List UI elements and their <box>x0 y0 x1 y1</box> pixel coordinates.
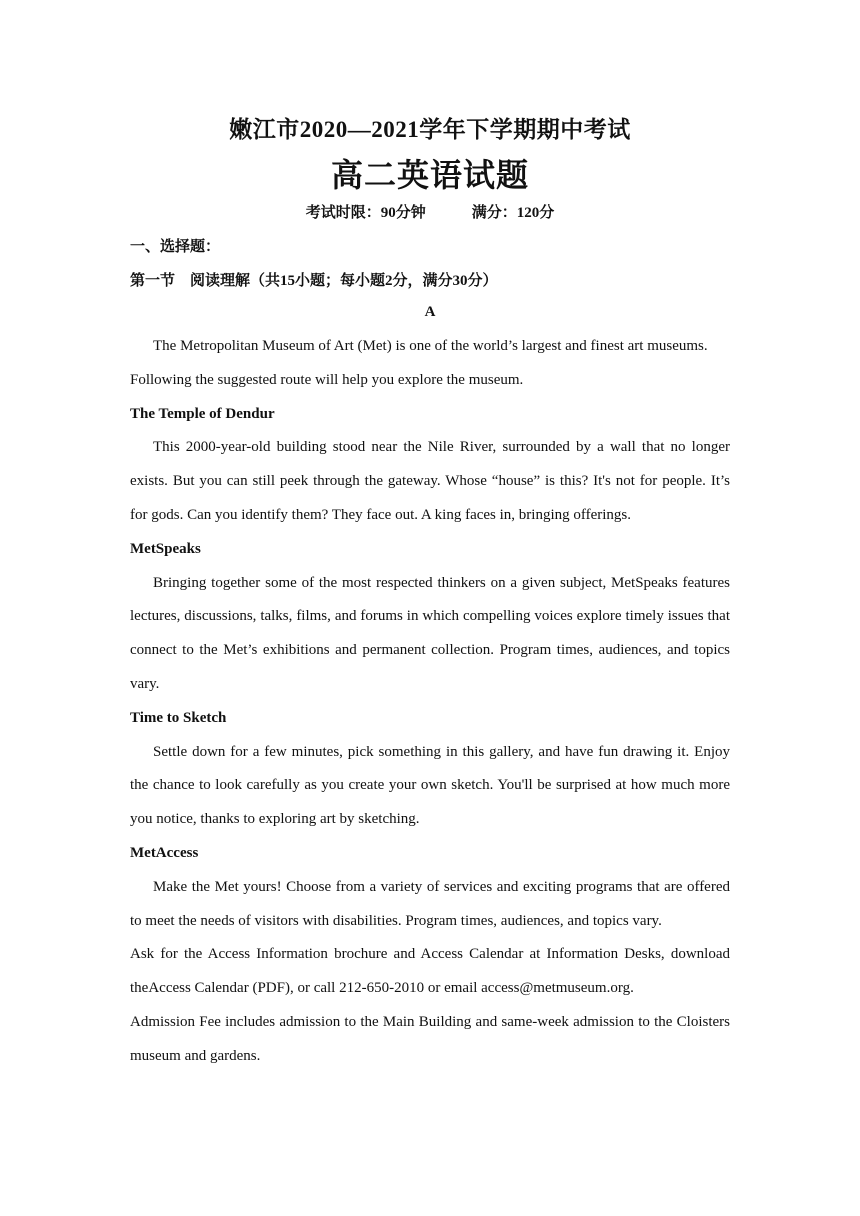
metaccess-heading: MetAccess <box>130 844 199 861</box>
exam-title: 嫩江市2020—2021学年下学期期中考试 <box>229 117 631 142</box>
time-limit: 考试时限：90分钟 <box>305 205 426 221</box>
metspeaks-paragraph: Bringing together some of the most respected thinkers on a given subject, MetSpeaks features lectures, discussions, talks, films, and forums in which compelling voices explore timely issues that connect to the Met’s exhibitions and permanent collection. Program times, audiences, and topics vary. <box>130 574 730 692</box>
exam-subtitle: 高二英语试题 <box>330 157 529 193</box>
exam-info <box>0 201 860 222</box>
passage-letter: A <box>424 304 436 320</box>
sketch-paragraph: Settle down for a few minutes, pick something in this gallery, and have fun drawing it. Enjoy the chance to look carefully as you create your own sketch. You'll be surprised at how much more you notice, thanks to exploring art by sketching. <box>130 743 730 828</box>
full-score: 满分：120分 <box>471 205 555 221</box>
ask-paragraph: Ask for the Access Information brochure and Access Calendar at Information Desks, download theAccess Calendar (PDF), or call 212-650-2010 or email access@metmuseum.org. <box>130 946 730 997</box>
temple-heading: The Temple of Dendur <box>130 405 275 422</box>
metspeaks-heading: MetSpeaks <box>130 540 201 557</box>
temple-paragraph: This 2000-year-old building stood near the Nile River, surrounded by a wall that no longer exists. But you can still peek through the gateway. Whose “house” is this? It's not for people. It’s for gods. Can you identify them? They face out. A king faces in, bringing offerings. <box>130 439 730 523</box>
part-heading: 第一节 阅读理解（共15小题；每小题2分，满分30分） <box>130 273 498 289</box>
intro-paragraph: The Metropolitan Museum of Art (Met) is one of the world’s largest and finest art museums. <box>153 338 708 354</box>
route-paragraph: Following the suggested route will help you explore the museum. <box>130 371 524 388</box>
passage-body <box>130 330 730 1074</box>
metaccess-paragraph: Make the Met yours! Choose from a variety of services and exciting programs that are offered to meet the needs of visitors with disabilities. Program times, audiences, and topics vary. <box>130 878 730 929</box>
admission-paragraph: Admission Fee includes admission to the Main Building and same-week admission to the Cloisters museum and gardens. <box>130 1013 730 1064</box>
sketch-heading: Time to Sketch <box>130 709 227 726</box>
section-heading: 一、选择题： <box>130 239 221 255</box>
